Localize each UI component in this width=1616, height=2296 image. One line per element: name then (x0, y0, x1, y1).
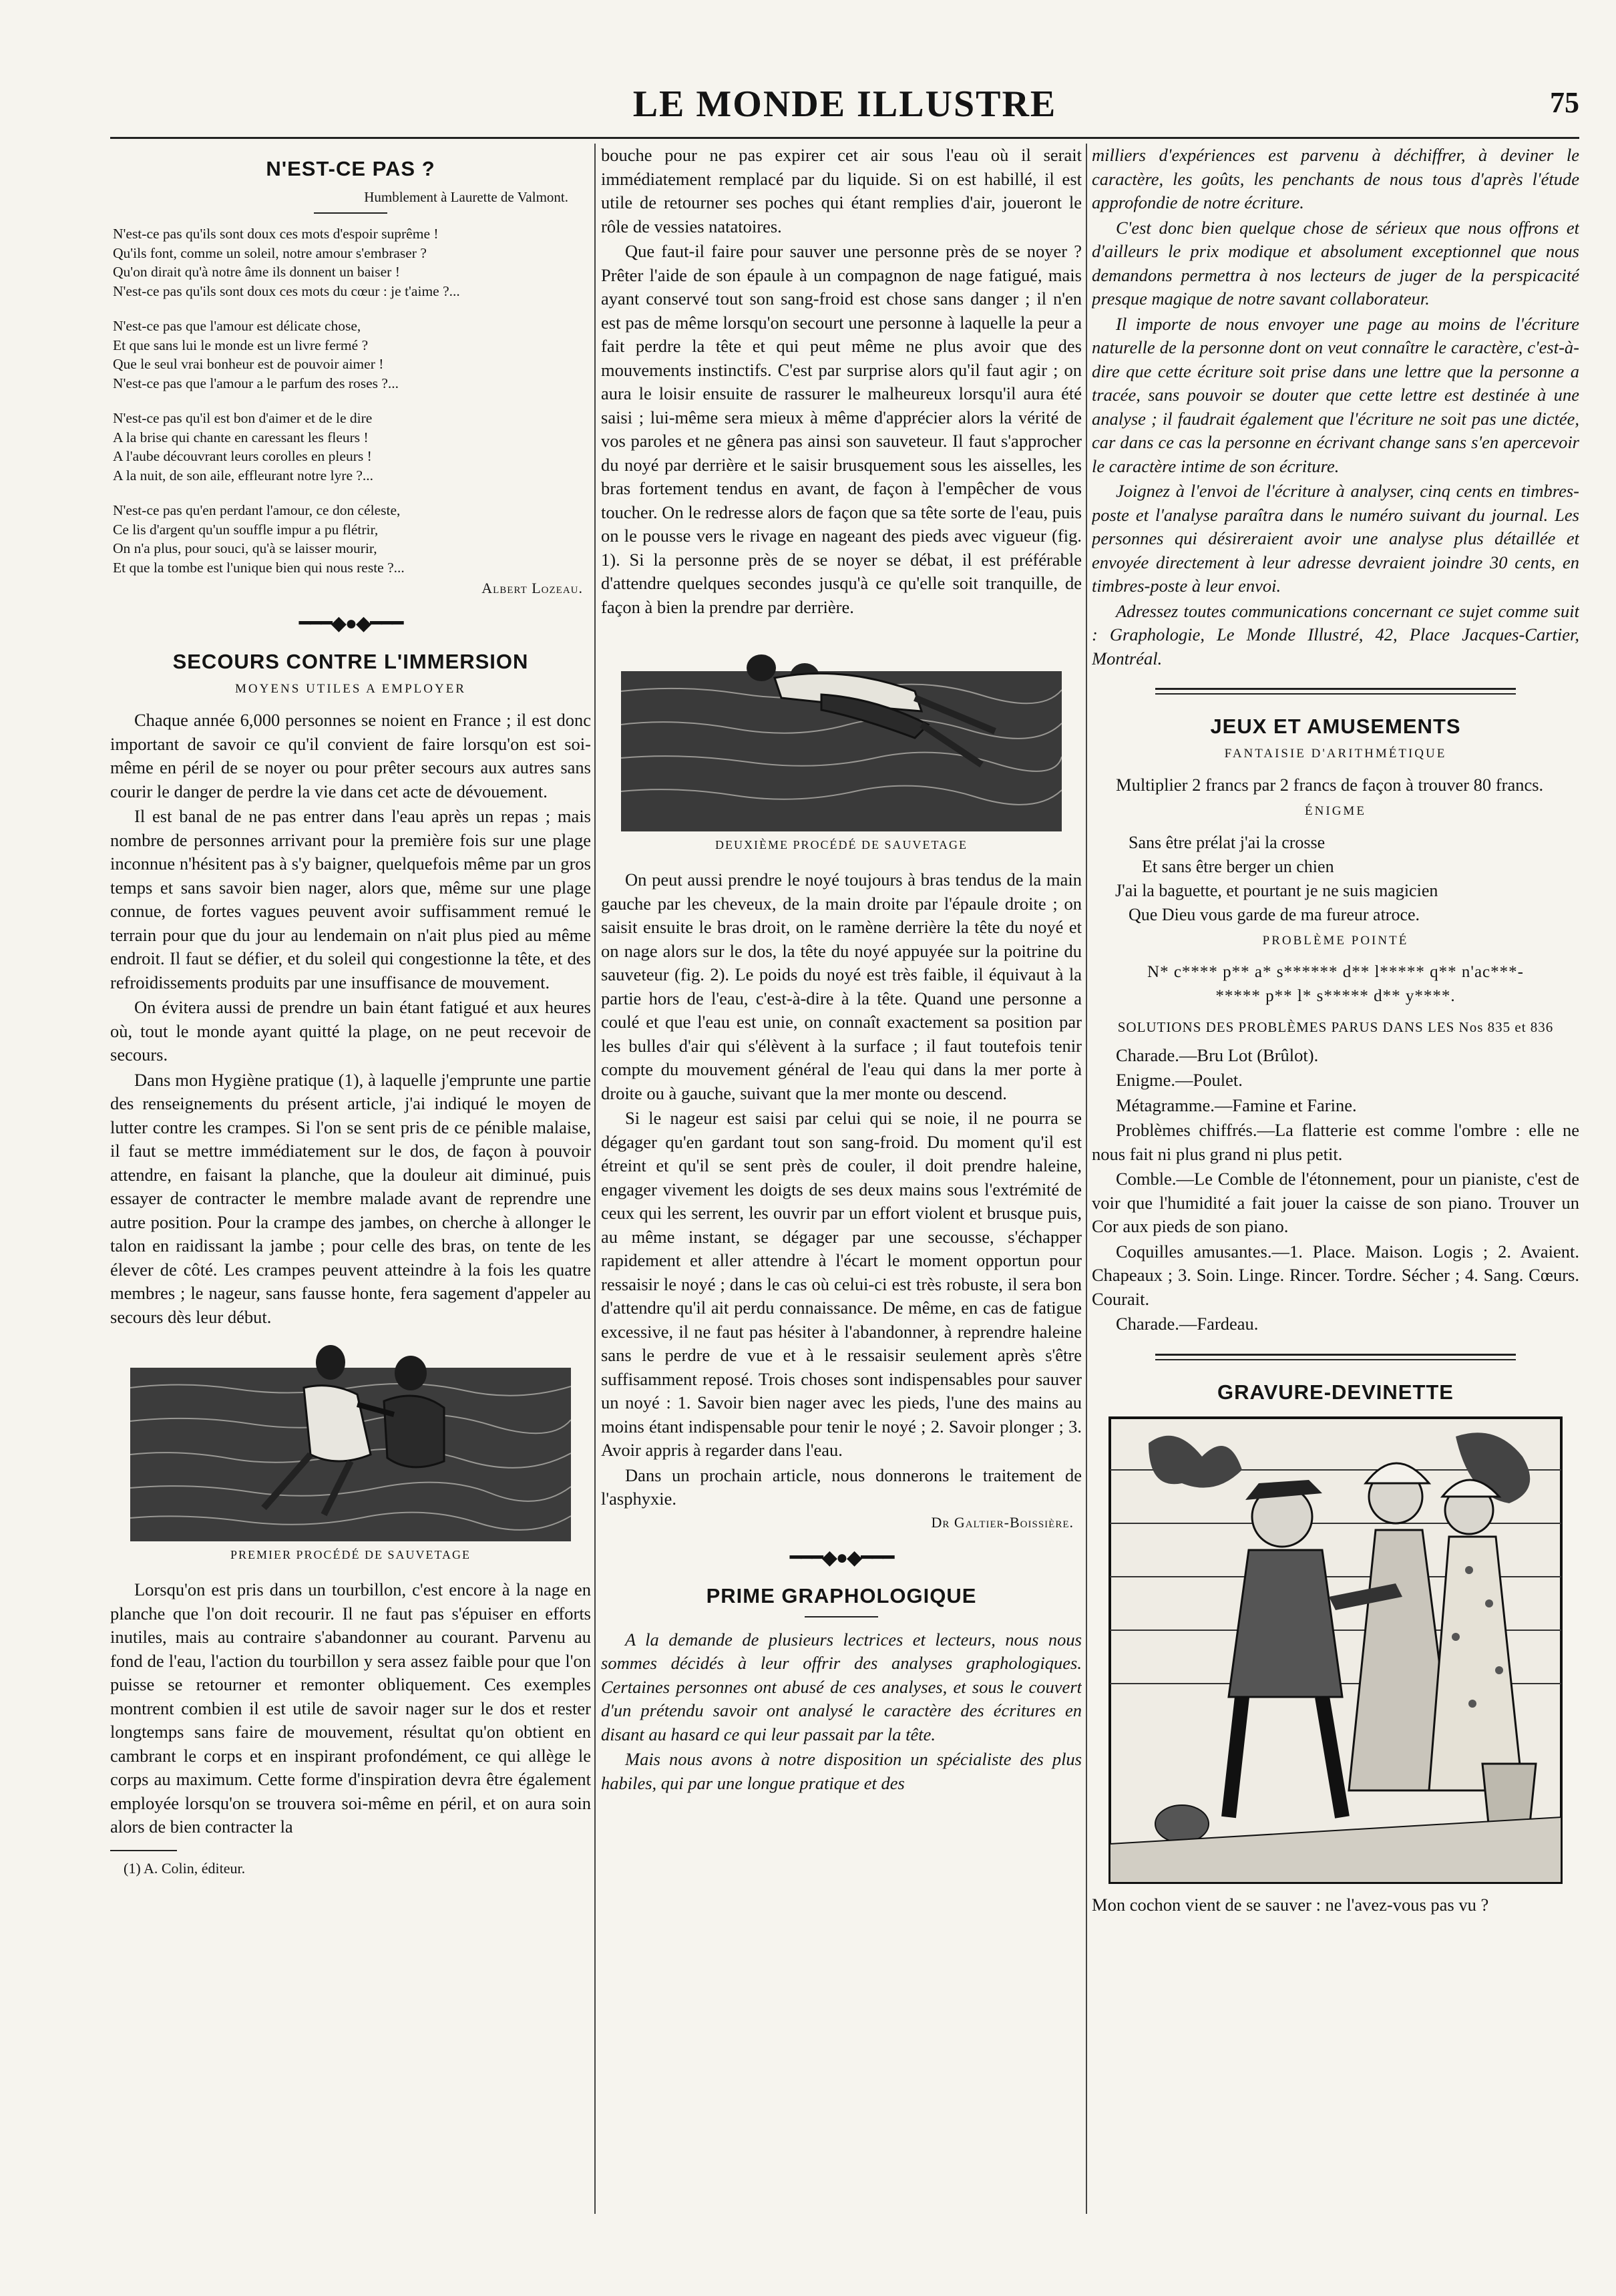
rescue-illustration-2 (621, 631, 1062, 831)
prime-paragraph: C'est donc bien quelque chose de sérieux que nous offrons et d'ailleurs le prix modique et absolument exceptionnel que nous demandons permettra à nos lecteurs de juger de la perspicacité presque magique de notre savant collaborateur. (1092, 217, 1579, 309)
article-paragraph: Dans un prochain article, nous donnerons le traitement de l'asphyxie. (601, 1465, 1082, 1509)
article-subtitle: MOYENS UTILES A EMPLOYER (235, 682, 466, 696)
prime-paragraph: A la demande de plusieurs lectrices et lecteurs, nous nous sommes décidés à leur offrir des analyses graphologiques. Certaines personnes ont abusé de ces analyses, et sous le couvert d'un prétendu savoir ont analysé le caractère des écritures en disant au hasard ce qui leur passait par la tête. (601, 1629, 1082, 1744)
poem-title: N'EST-CE PAS ? (266, 157, 435, 180)
poem-line: A la nuit, de son aile, effleurant notre lyre ?... (113, 467, 374, 484)
enigme-title: ÉNIGME (1305, 803, 1366, 818)
solution-item: Charade.—Bru Lot (Brûlot). (1116, 1044, 1319, 1065)
poem-signature: Albert Lozeau. (481, 580, 583, 596)
probleme-title: PROBLÈME POINTÉ (1262, 933, 1409, 948)
gravure-title: GRAVURE-DEVINETTE (1217, 1380, 1454, 1404)
poem-line: N'est-ce pas qu'ils sont doux ces mots d'espoir suprême ! (113, 226, 439, 242)
solutions-title: SOLUTIONS DES PROBLÈMES PARUS DANS LES Nos 835 et 836 (1117, 1018, 1554, 1035)
gravure-caption: Mon cochon vient de se sauver : ne l'avez-vous pas vu ? (1092, 1894, 1489, 1915)
prime-paragraph: Mais nous avons à notre disposition un spécialiste des plus habiles, qui par une longue pratique et des (601, 1749, 1082, 1793)
jeux-title: JEUX ET AMUSEMENTS (1210, 715, 1461, 738)
prime-paragraph: milliers d'expériences est parvenu à déchiffrer, à deviner le caractère, les goûts, les penchants de nous tous d'après l'étude approfondie de notre écriture. (1092, 145, 1579, 212)
solution-item: Coquilles amusantes.—1. Place. Maison. Logis ; 2. Avaient. Chapeaux ; 3. Soin. Linge. Rincer. Tordre. Sécher ; 4. Sang. Cœurs. Courait. (1092, 1241, 1579, 1309)
poem-dedication: Humblement à Laurette de Valmont. (364, 189, 568, 205)
solution-item: Comble.—Le Comble de l'étonnement, pour un pianiste, c'est de voir que l'humidité a fait jouer la caisse de son piano. Trouver un Cor aux pieds de son piano. (1092, 1169, 1579, 1236)
section-divider (1155, 688, 1516, 695)
ornament-divider: ━━━◆●◆━━━ (789, 1546, 893, 1569)
figure-caption: PREMIER PROCÉDÉ DE SAUVETAGE (230, 1548, 471, 1561)
masthead (110, 79, 1579, 132)
rescue-illustration-1 (130, 1341, 571, 1541)
article-signature: Dr Galtier-Boissière. (931, 1513, 1074, 1531)
prime-paragraph: Joignez à l'envoi de l'écriture à analyser, cinq cents en timbres-poste et l'analyse paraîtra dans le numéro suivant du journal. Les personnes qui désireraient avoir une analyse plus détaillée et envoyée directement à leur adresse devraient joindre 30 cents, en timbres-poste à leur envoi. (1092, 481, 1579, 596)
article-paragraph: Si le nageur est saisi par celui qui se noie, il ne pourra se dégager qu'en gardant tout son sang-froid. Du moment qu'il est étreint et qu'il se sent près de couler, il doit prendre haleine, engager vivement les doigts de ses deux mains sous l'extrémité de ceux qui les serrent, les ouvrir par un effort violent et brusque puis, au même instant, se dégager par une secousse, s'échapper rapidement et aller attendre à l'écart le moment opportun pour ressaisir le noyé ; dans le cas où celui-ci est très robuste, il sera bon d'attendre qu'il ait perdu connaissance. De même, en cas de fatigue excessive, il ne faut pas hésiter à l'abandonner, à reprendre haleine sans le perdre de vue et à le ressaisir seulement après s'être suffisamment reposé. Trois choses sont indispensables pour sauver un noyé : 1. Savoir bien nager avec les pieds, l'une des mains au moins étant indispensable pour tenir le noyé ; 2. Savoir plonger ; 3. Avoir appris à regarder dans l'eau. (601, 1108, 1082, 1460)
enigme-line: Sans être prélat j'ai la crosse (1129, 832, 1326, 852)
prime-title: PRIME GRAPHOLOGIQUE (706, 1583, 977, 1607)
header-rule (110, 137, 1579, 139)
column-divider (1086, 144, 1087, 2214)
poem-stanza (113, 501, 591, 577)
column-3 (1092, 144, 1579, 2209)
enigme-line: Et sans être berger un chien (1142, 856, 1334, 876)
ornament-divider: ━━━◆●◆━━━ (298, 612, 403, 634)
poem-line: Et que sans lui le monde est un livre fermé ? (113, 337, 369, 353)
article-paragraph: Dans mon Hygiène pratique (1), à laquelle j'emprunte une partie des renseignements du présent article, j'ai indiqué le moyen de lutter contre les crampes. Si l'on se sent pris de ce pénible malaise, il faut se mettre immédiatement sur le dos, de façon à pouvoir attendre, en faisant la planche, que la douleur ait diminué, puis essayer de contracter le membre malade avant de reprendre une autre position. Pour la crampe des jambes, on cherche à allonger le talon en raidissant la jambe ; pour celle des bras, on tente de les élever de côté. Les crampes peuvent atteindre à la fois les quatre membres ; le nageur, sans fausse honte, fera sagement d'appeler au secours dès leur début. (110, 1069, 591, 1327)
article-paragraph: Lorsqu'on est pris dans un tourbillon, c'est encore à la nage en planche que l'on doit recourir. Il ne faut pas s'épuiser en efforts inutiles, mais au contraire s'abandonner au courant. Parvenu au fond de l'eau, l'action du tourbillon y sera assez faible pour que l'on puisse se retourner et remonter obliquement. Ces exemples montrent combien il est utile de savoir nager sur le dos et rester longtemps sans faire de mouvement, résultat qu'on obtient en cambrant le corps et en inspirant profondément, ce qui allège le corps au maximum. Cette forme d'inspiration devra être également employée lorsqu'on se trouvera soi-même en péril, et on aura soin alors de bien contracter la (110, 1579, 591, 1837)
poem-line: A la brise qui chante en caressant les fleurs ! (113, 429, 369, 445)
probleme-line: ***** p** l* s***** d** y****. (1215, 986, 1456, 1005)
poem-line: N'est-ce pas que l'amour est délicate chose, (113, 318, 361, 334)
figure-caption: DEUXIÈME PROCÉDÉ DE SAUVETAGE (715, 838, 968, 851)
solution-item: Problèmes chiffrés.—La flatterie est comme l'ombre : elle ne nous fait ni plus grand ni plus petit. (1092, 1120, 1579, 1164)
jeux-subtitle: FANTAISIE D'ARITHMÉTIQUE (1224, 747, 1447, 761)
poem-line: N'est-ce pas qu'en perdant l'amour, ce don céleste, (113, 502, 401, 518)
poem-line: Et que la tombe est l'unique bien qui nous reste ?... (113, 559, 405, 576)
article-title: SECOURS CONTRE L'IMMERSION (172, 650, 529, 673)
enigme-verse (1115, 831, 1579, 927)
article-paragraph: On peut aussi prendre le noyé toujours à bras tendus de la main gauche par les cheveux, de la main droite par l'épaule droite ; on saisit ensuite le bras droit, on le ramène derrière la tête du noyé et on nage alors sur le dos, la tête du noyé appuyée sur la poitrine du sauveteur (fig. 2). Le poids du noyé est très faible, il équivaut à la partie hors de l'eau, c'est-à-dire à la tête. Quand une personne a coulé et que l'eau est unie, on connaît exactement sa position par les bulles d'air qui s'élèvent à la surface ; il faut toutefois tenir compte du mouvement général de l'eau qui dans la mer porte à droite ou à gauche, suivant que la mer monte ou descend. (601, 870, 1082, 1103)
poem-line: N'est-ce pas que l'amour a le parfum des roses ?... (113, 375, 399, 391)
poem-line: N'est-ce pas qu'il est bon d'aimer et de le dire (113, 410, 373, 426)
solution-item: Charade.—Fardeau. (1116, 1314, 1259, 1334)
article-paragraph: bouche pour ne pas expirer cet air sous l'eau où il serait immédiatement remplacé par du liquide. Si on est habillé, il est utile de retourner ses poches qui étant remplies d'air, joueront le rôle de vessies natatoires. (601, 145, 1082, 236)
section-divider (1155, 1354, 1516, 1360)
divider (805, 1616, 878, 1617)
poem-line: A l'aube découvrant leurs corolles en pleurs ! (113, 448, 372, 464)
poem-line: Qu'ils font, comme un soleil, notre amour s'embraser ? (113, 244, 427, 261)
newspaper-title: LE MONDE ILLUSTRE (632, 83, 1057, 125)
poem-body (113, 224, 591, 577)
column-divider (594, 144, 596, 2214)
article-paragraph: Que faut-il faire pour sauver une personne près de se noyer ? Prêter l'aide de son épaule à un compagnon de nage fatigué, mais ayant conservé tout son sang-froid est chose sans danger ; il n'en est pas de même lorsqu'on secourt une personne à laquelle la peur a fait perdre la tête et qui peut même ne plus avoir que des mouvements instinctifs. C'est par surprise alors qu'il faut agir ; on aura le loisir ensuite de rassurer le malheureux lorsqu'il aura été saisi ; lui-même sera mieux à même d'apprécier alors la vérité de vos paroles et ne gênera pas ainsi son sauveteur. Il faut s'approcher du noyé par derrière et le saisir brusquement sous les aisselles, les bras fortement tendus en avant, de façon à l'empêcher de vous toucher. On le redresse alors de façon que sa tête sorte de l'eau, puis on le pousse vers le rivage en nageant des pieds avec vigueur (fig. 1). Si la personne près de se noyer se débat, il est préférable d'attendre quelques secondes jusqu'à ce qu'elle soit tranquille, de façon à bien la prendre par derrière. (601, 241, 1082, 617)
fantaisie-text: Multiplier 2 francs par 2 francs de façon à trouver 80 francs. (1116, 775, 1544, 795)
footnote-rule (110, 1850, 177, 1851)
poem-line: Que le seul vrai bonheur est de pouvoir aimer ! (113, 356, 384, 372)
page-number: 75 (1550, 86, 1579, 119)
poem-stanza (113, 224, 591, 301)
enigme-line: Que Dieu vous garde de ma fureur atroce. (1129, 904, 1420, 924)
prime-paragraph: Il importe de nous envoyer une page au moins de l'écriture naturelle de la personne dont on veut connaître le caractère, c'est-à-dire que cette écriture soit prise dans une lettre que la personne a tracée, sans pouvoir se douter que cette lettre est destinée à une analyse ; il faudrait également que l'écriture ne soit pas une dictée, car dans ce cas la personne en écrivant change sans s'en apercevoir le caractère intime de son écriture. (1092, 313, 1579, 476)
article-paragraph: Il est banal de ne pas entrer dans l'eau après un repas ; mais nombre de personnes arrivant pour la première fois sur une plage inconnue n'hésitent pas à s'y baigner, quelquefois même par un gros temps et sans savoir bien nager, alors que, même sur une plage connue, de fortes vagues peuvent avoir suffisamment remué le terrain pour que du jour au lendemain on n'ait plus pied au même endroit. Il faut se défier, et du soleil qui congestionne la tête, et des refroidissements produits par une insuffisance de mouvement. (110, 806, 591, 992)
poem-stanza (113, 317, 591, 393)
article-paragraph: On évitera aussi de prendre un bain étant fatigué et aux heures où, tout le monde ayant quitté la plage, on ne peut recevoir de secours. (110, 997, 591, 1065)
poem-stanza (113, 409, 591, 485)
poem-line: On n'a plus, pour souci, qu'à se laisser mourir, (113, 540, 377, 556)
solution-item: Enigme.—Poulet. (1116, 1070, 1243, 1090)
poem-line: N'est-ce pas qu'ils sont doux ces mots du cœur : je t'aime ?... (113, 282, 460, 299)
solution-item: Métagramme.—Famine et Farine. (1116, 1095, 1357, 1115)
divider (314, 212, 387, 214)
poem-line: Qu'on dirait qu'à notre âme ils donnent un baiser ! (113, 264, 400, 280)
prime-paragraph: Adressez toutes communications concernant ce sujet comme suit : Graphologie, Le Monde Illustré, 42, Place Jacques-Cartier, Montréal. (1092, 600, 1579, 668)
probleme-text (1092, 960, 1579, 1008)
column-1 (110, 144, 591, 2209)
gravure-devinette-illustration (1108, 1416, 1563, 1884)
enigme-line: J'ai la baguette, et pourtant je ne suis magicien (1115, 880, 1438, 900)
footnote: (1) A. Colin, éditeur. (124, 1859, 246, 1877)
column-2 (601, 144, 1082, 2209)
poem-line: Ce lis d'argent qu'un souffle impur a pu flétrir, (113, 521, 379, 538)
probleme-line: N* c**** p** a* s****** d** l***** q** n'ac***- (1147, 962, 1524, 981)
article-paragraph: Chaque année 6,000 personnes se noient en France ; il est donc important de savoir ce qu'il convient de faire lorsqu'on est soi-même en péril de se noyer ou pour prêter secours aux autres sans courir le danger de perdre la vie dans cet acte de dévouement. (110, 710, 591, 801)
